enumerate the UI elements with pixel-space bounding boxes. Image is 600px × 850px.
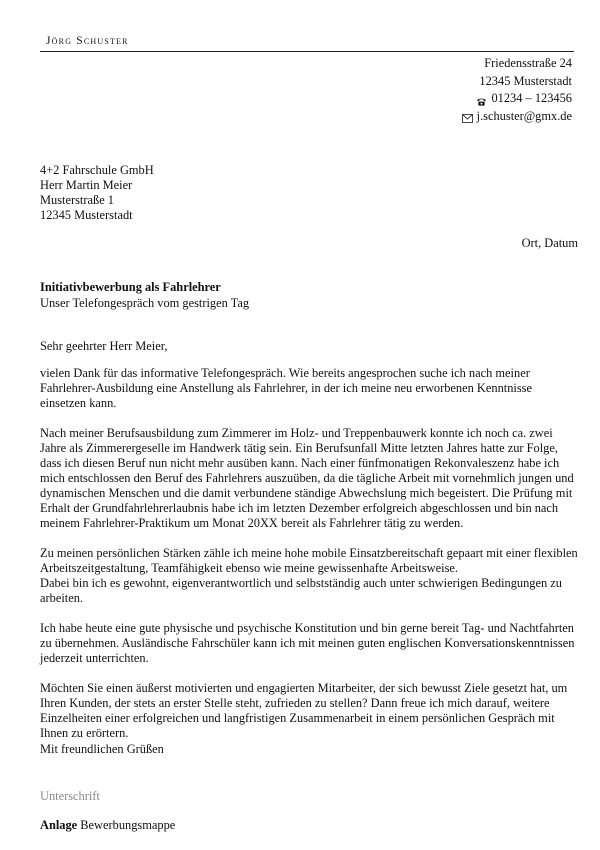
sender-phone-line [462, 90, 572, 108]
body-paragraph-3-part-2: Dabei bin ich es gewohnt, eigenverantwortlich und selbstständig auch unter schwierigen Bedingungen zu arbeiten. [40, 576, 562, 605]
recipient-person: Herr Martin Meier [40, 178, 133, 192]
body-paragraph-5: Möchten Sie einen äußerst motivierten und engagierten Mitarbeiter, der sich bewusst Ziele gesetzt hat, um Ihren Kunden, der stets an erster Stelle steht, zufrieden zu stellen? Dann freue ich mich darauf, weitere Einzelheiten einer erfolgreichen und langfristigen Zusammenarbeit in einem persönlichen Gespräch mit Ihnen zu erörtern. [40, 681, 568, 740]
enclosure-value: Bewerbungsmappe [80, 818, 176, 832]
subject-block [40, 279, 249, 311]
signature-placeholder: Unterschrift [40, 789, 100, 803]
body-paragraph-1: vielen Dank für das informative Telefongespräch. Wie bereits angesprochen suche ich nach meiner Fahrlehrer-Ausbildung eine Anstellung als Fahrlehrer, in der ich meine neu erworbenen Kenntnisse einsetzen kann. [40, 366, 532, 410]
telephone-icon [476, 94, 487, 103]
closing: Mit freundlichen Grüßen [40, 742, 164, 756]
letter-body [40, 366, 580, 756]
body-paragraph-2: Nach meiner Berufsausbildung zum Zimmerer im Holz- und Treppenbauwerk konnte ich noch ca. zwei Jahre als Zimmerergeselle im Handwerk tätig sein. Ein Berufsunfall Mitte letzten Jahres hatte zur Folge, dass ich diesen Beruf nun nicht mehr ausüben kann. Nach einer fünfmonatigen Rekonvaleszenz habe ich mich entschlossen den Beruf des Fahrlehrers auszuüben, da die tägliche Arbeit mit vornehmlich jungen und dynamischen Menschen und die damit verbundene ständige Abwechslung mich begeistert. Die Prüfung mit Erhalt der Grundfahrlehrerlaubnis habe ich im letzten Dezember erfolgreich abgeschlossen und bin nach meinem Fahrlehrer-Praktikum um Monat 20XX bereit als Fahrlehrer tätig zu werden. [40, 426, 574, 530]
recipient-city: 12345 Musterstadt [40, 208, 133, 222]
body-paragraph-3 [40, 546, 580, 606]
body-paragraph-3-part-1: Zu meinen persönlichen Stärken zähle ich meine hohe mobile Einsatzbereitschaft gepaart mit einer flexiblen Arbeitszeitgestaltung, Teamfähigkeit ebenso wie meine gewissenhafte Arbeitsweise. [40, 546, 578, 575]
salutation: Sehr geehrter Herr Meier, [40, 339, 168, 353]
sender-name: Jörg Schuster [46, 35, 129, 47]
body-paragraph-4: Ich habe heute eine gute physische und psychische Konstitution und bin gerne bereit Tag- und Nachtfahrten zu übernehmen. Ausländische Fahrschüler kann ich mit meinen guten englischen Konversationskenntnissen jederzeit unterrichten. [40, 621, 575, 665]
subject-reference: Unser Telefongespräch vom gestrigen Tag [40, 296, 250, 310]
sender-phone: 01234 – 123456 [491, 91, 572, 105]
subject-title: Initiativbewerbung als Fahrlehrer [40, 280, 221, 294]
sender-email-line [462, 108, 572, 126]
sender-city: 12345 Musterstadt [479, 73, 572, 88]
header-rule [40, 51, 574, 52]
recipient-street: Musterstraße 1 [40, 193, 114, 207]
date-line: Ort, Datum [521, 236, 578, 250]
sender-street: Friedensstraße 24 [484, 56, 572, 70]
sender-email: j.schuster@gmx.de [476, 108, 572, 123]
envelope-icon [462, 111, 473, 120]
sender-address-block [462, 55, 572, 125]
enclosure-line [40, 818, 175, 833]
recipient-company: 4+2 Fahrschule GmbH [40, 163, 154, 177]
enclosure-label: Anlage [40, 818, 78, 832]
recipient-address-block [40, 163, 154, 223]
